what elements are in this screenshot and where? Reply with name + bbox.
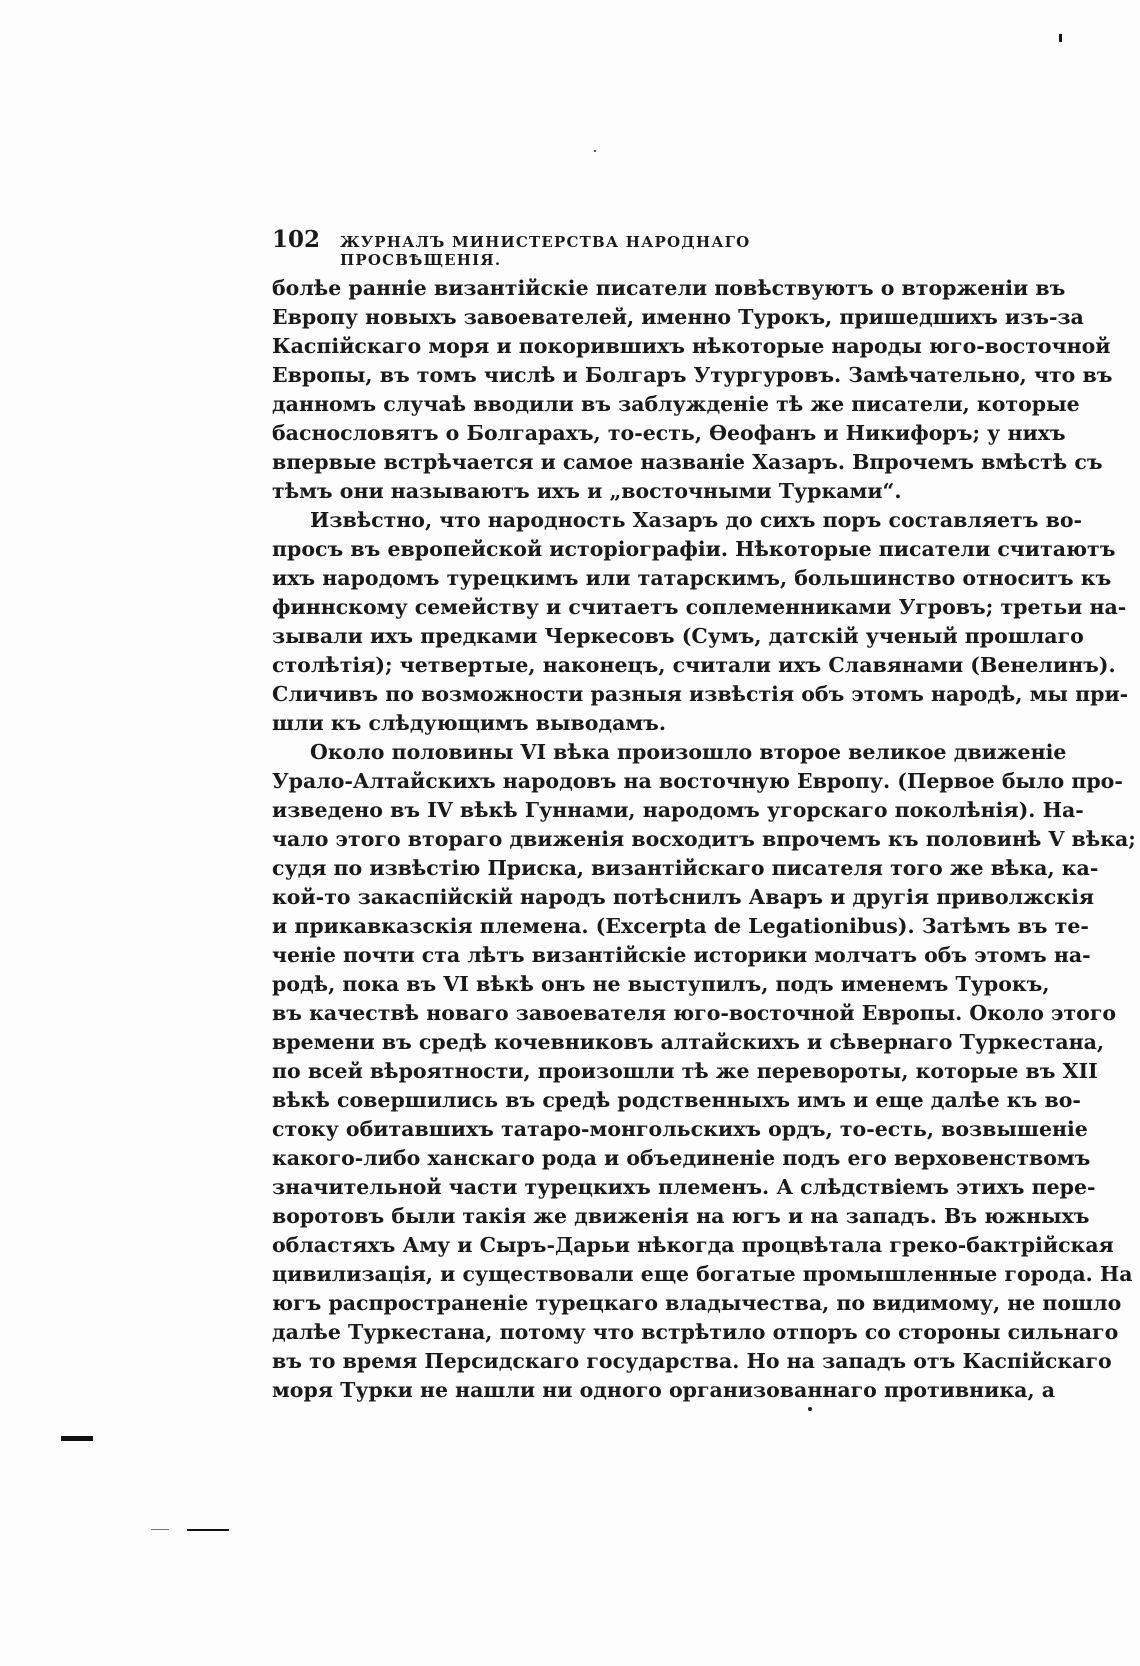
text-line: въ то время Персидскаго государства. Но на западъ отъ Каспійскаго: [272, 1349, 1112, 1373]
paragraph: [272, 738, 1136, 1405]
text-line: стоку обитавшихъ татаро-монгольскихъ ордъ, то-есть, возвышеніе: [272, 1117, 1088, 1141]
text-line: изведено въ IV вѣкѣ Гуннами, народомъ угорскаго поколѣнія). На-: [272, 798, 1084, 822]
text-line: болѣе ранніе византійскіе писатели повѣствуютъ о вторженіи въ: [272, 276, 1066, 300]
text-line: столѣтія); четвертые, наконецъ, считали ихъ Славянами (Венелинъ).: [272, 653, 1116, 677]
page-number: 102: [272, 226, 321, 253]
bottom-dash-mark: [151, 1529, 169, 1530]
text-line: моря Турки не нашли ни одного организованнаго противника, а: [272, 1378, 1056, 1402]
body-text: [272, 274, 1136, 1405]
margin-dash-mark: [61, 1436, 93, 1441]
text-line: впервые встрѣчается и самое названіе Хазаръ. Впрочемъ вмѣстѣ съ: [272, 450, 1103, 474]
text-line: Каспійскаго моря и покорившихъ нѣкоторые народы юго-восточной: [272, 334, 1111, 358]
paragraph: [272, 274, 1113, 506]
text-line: судя по извѣстію Приска, византійскаго писателя того же вѣка, ка-: [272, 856, 1099, 880]
text-line: ихъ народомъ турецкимъ или татарскимъ, большинство относитъ къ: [272, 566, 1112, 590]
text-line: воротовъ были такія же движенія на югъ и на западъ. Въ южныхъ: [272, 1204, 1090, 1228]
text-line: чало этого втораго движенія восходитъ впрочемъ къ половинѣ V вѣка;: [272, 827, 1136, 851]
text-line: просъ въ европейской исторіографіи. Нѣкоторые писатели считаютъ: [272, 537, 1116, 561]
text-line: баснословятъ о Болгарахъ, то-есть, Ѳеофанъ и Никифоръ; у нихъ: [272, 421, 1066, 445]
text-line: Сличивъ по возможности разныя извѣстія объ этомъ народѣ, мы при-: [272, 682, 1129, 706]
text-line: вѣкѣ совершились въ средѣ родственныхъ имъ и еще далѣе къ во-: [272, 1088, 1081, 1112]
paragraph: [272, 506, 1129, 738]
text-line: Извѣстно, что народность Хазаръ до сихъ поръ составляетъ во-: [310, 508, 1083, 532]
text-line: и прикавказскія племена. (Excerpta de Legationibus). Затѣмъ въ те-: [272, 914, 1089, 938]
text-line: значительной части турецкихъ племенъ. А слѣдствіемъ этихъ пере-: [272, 1175, 1096, 1199]
speck-mark: [808, 1407, 812, 1411]
text-line: въ качествѣ новаго завоевателя юго-восточной Европы. Около этого: [272, 1001, 1117, 1025]
text-line: ченіе почти ста лѣтъ византійскіе историки молчатъ объ этомъ на-: [272, 943, 1091, 967]
text-line: по всей вѣроятности, произошли тѣ же перевороты, которые въ XII: [272, 1059, 1098, 1083]
text-line: родѣ, пока въ VI вѣкѣ онъ не выступилъ, подъ именемъ Турокъ,: [272, 972, 1050, 996]
text-line: Около половины VI вѣка произошло второе великое движеніе: [310, 740, 1067, 764]
text-line: шли къ слѣдующимъ выводамъ.: [272, 711, 667, 735]
corner-tick-mark: [1059, 34, 1062, 42]
text-line: Европу новыхъ завоевателей, именно Турокъ, пришедшихъ изъ-за: [272, 305, 1084, 329]
text-line: югъ распространеніе турецкаго владычества, по видимому, не пошло: [272, 1291, 1122, 1315]
bottom-rule-mark: [187, 1529, 229, 1531]
text-line: данномъ случаѣ вводили въ заблужденіе тѣ же писатели, которые: [272, 392, 1080, 416]
text-line: кой-то закаспійскій народъ потѣснилъ Аваръ и другія приволжскія: [272, 885, 1095, 909]
text-line: цивилизація, и существовали еще богатые промышленные города. На: [272, 1262, 1133, 1286]
text-line: финнскому семейству и считаетъ соплеменниками Угровъ; третьи на-: [272, 595, 1127, 619]
text-line: зывали ихъ предками Черкесовъ (Сумъ, датскій ученый прошлаго: [272, 624, 1084, 648]
speck-mark: [594, 150, 596, 152]
text-line: Европы, въ томъ числѣ и Болгаръ Утургуровъ. Замѣчательно, что въ: [272, 363, 1113, 387]
text-line: областяхъ Аму и Сыръ-Дарьи нѣкогда процвѣтала греко-бактрійская: [272, 1233, 1114, 1257]
text-line: далѣе Туркестана, потому что встрѣтило отпоръ со стороны сильнаго: [272, 1320, 1119, 1344]
text-line: тѣмъ они называютъ ихъ и „восточными Турками“.: [272, 479, 902, 503]
text-line: какого-либо ханскаго рода и объединеніе подъ его верховенствомъ: [272, 1146, 1091, 1170]
page-header: [272, 226, 902, 269]
text-line: времени въ средѣ кочевниковъ алтайскихъ и сѣвернаго Туркестана,: [272, 1030, 1105, 1054]
text-line: Урало-Алтайскихъ народовъ на восточную Европу. (Первое было про-: [272, 769, 1123, 793]
running-head: ЖУРНАЛЪ МИНИСТЕРСТВА НАРОДНАГО ПРОСВѢЩЕНІЯ.: [340, 233, 751, 269]
